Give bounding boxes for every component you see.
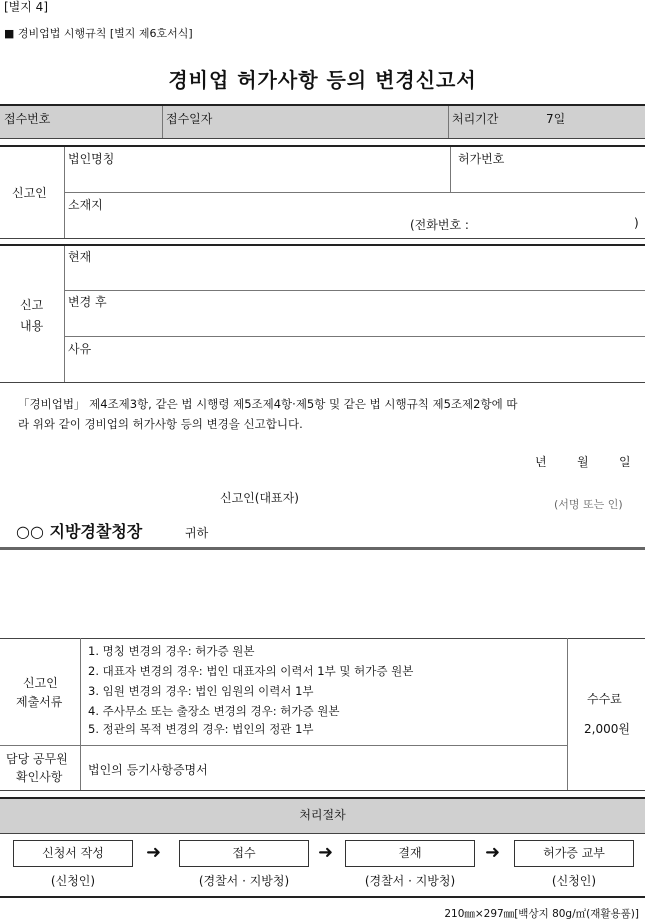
procedure-title: 처리절차 — [0, 799, 645, 833]
arrow-right-icon: ➜ — [318, 842, 334, 863]
document-item-5: 5. 정관의 목적 변경의 경우: 법인의 정관 1부 — [88, 722, 314, 736]
divider — [0, 145, 645, 147]
recipient: ○○ 지방경찰청장 — [16, 522, 143, 541]
reason-label: 사유 — [68, 342, 92, 356]
day-label: 일 — [619, 455, 631, 469]
procedure-step-approve: 결재 — [345, 840, 475, 867]
divider — [0, 896, 645, 898]
paper-spec: 210㎜×297㎜[백상지 80g/㎡(재활용품)] — [444, 908, 639, 920]
honorific: 귀하 — [185, 526, 209, 540]
after-change-label: 변경 후 — [68, 295, 107, 309]
content-section-label-1: 신고 — [20, 298, 44, 312]
receipt-date-label: 접수일자 — [166, 112, 213, 126]
declaration-line-2: 라 위와 같이 경비업의 허가사항 등의 변경을 신고합니다. — [18, 417, 303, 431]
procedure-step-issue: 허가증 교부 — [514, 840, 634, 867]
documents-section-label-1: 신고인 — [23, 676, 58, 690]
reporter-section-label: 신고인 — [12, 186, 47, 200]
documents-section-label-2: 제출서류 — [16, 695, 63, 709]
procedure-actor-1: (신청인) — [50, 874, 96, 888]
processing-period-label: 처리기간 — [452, 112, 499, 126]
fee-value: 2,000원 — [584, 722, 630, 736]
official-check-item: 법인의 등기사항증명서 — [88, 763, 208, 777]
receipt-number-label: 접수번호 — [4, 112, 51, 126]
annex-label: [별지 4] — [4, 0, 48, 14]
corp-name-label: 법인명칭 — [68, 152, 115, 166]
current-label: 현재 — [68, 250, 92, 264]
fee-label: 수수료 — [587, 692, 622, 706]
document-item-3: 3. 임원 변경의 경우: 법인 임원의 이력서 1부 — [88, 684, 314, 698]
arrow-right-icon: ➜ — [485, 842, 501, 863]
procedure-actor-3: (경찰서 · 지방청) — [364, 874, 456, 888]
arrow-right-icon: ➜ — [146, 842, 162, 863]
divider — [0, 244, 645, 246]
procedure-step-receive: 접수 — [179, 840, 309, 867]
year-label: 년 — [535, 455, 547, 469]
document-item-1: 1. 명칭 변경의 경우: 허가증 원본 — [88, 644, 255, 658]
declaration-line-1: 「경비업법」 제4조제3항, 같은 법 시행령 제5조제4항·제5항 및 같은 법 시행규칙 제5조제2항에 따 — [18, 397, 518, 411]
procedure-actor-2: (경찰서 · 지방청) — [198, 874, 290, 888]
processing-period-value: 7일 — [546, 112, 566, 126]
official-check-label-2: 확인사항 — [16, 770, 63, 784]
month-label: 월 — [577, 455, 589, 469]
phone-label: (전화번호 : — [410, 218, 469, 232]
signer-label: 신고인(대표자) — [220, 491, 299, 505]
official-check-label-1: 담당 공무원 — [6, 752, 68, 766]
procedure-actor-4: (신청인) — [551, 874, 597, 888]
phone-close: ) — [634, 216, 639, 230]
sign-hint: (서명 또는 인) — [554, 498, 623, 511]
license-number-label: 허가번호 — [458, 152, 505, 166]
procedure-step-apply: 신청서 작성 — [13, 840, 133, 867]
divider — [0, 547, 645, 550]
form-reference: ■ 경비업법 시행규칙 [별지 제6호서식] — [4, 27, 193, 40]
document-item-4: 4. 주사무소 또는 출장소 변경의 경우: 허가증 원본 — [88, 704, 340, 718]
page-title: 경비업 허가사항 등의 변경신고서 — [168, 68, 477, 92]
content-section-label-2: 내용 — [20, 319, 44, 333]
address-label: 소재지 — [68, 198, 103, 212]
document-item-2: 2. 대표자 변경의 경우: 법인 대표자의 이력서 1부 및 허가증 원본 — [88, 664, 414, 678]
